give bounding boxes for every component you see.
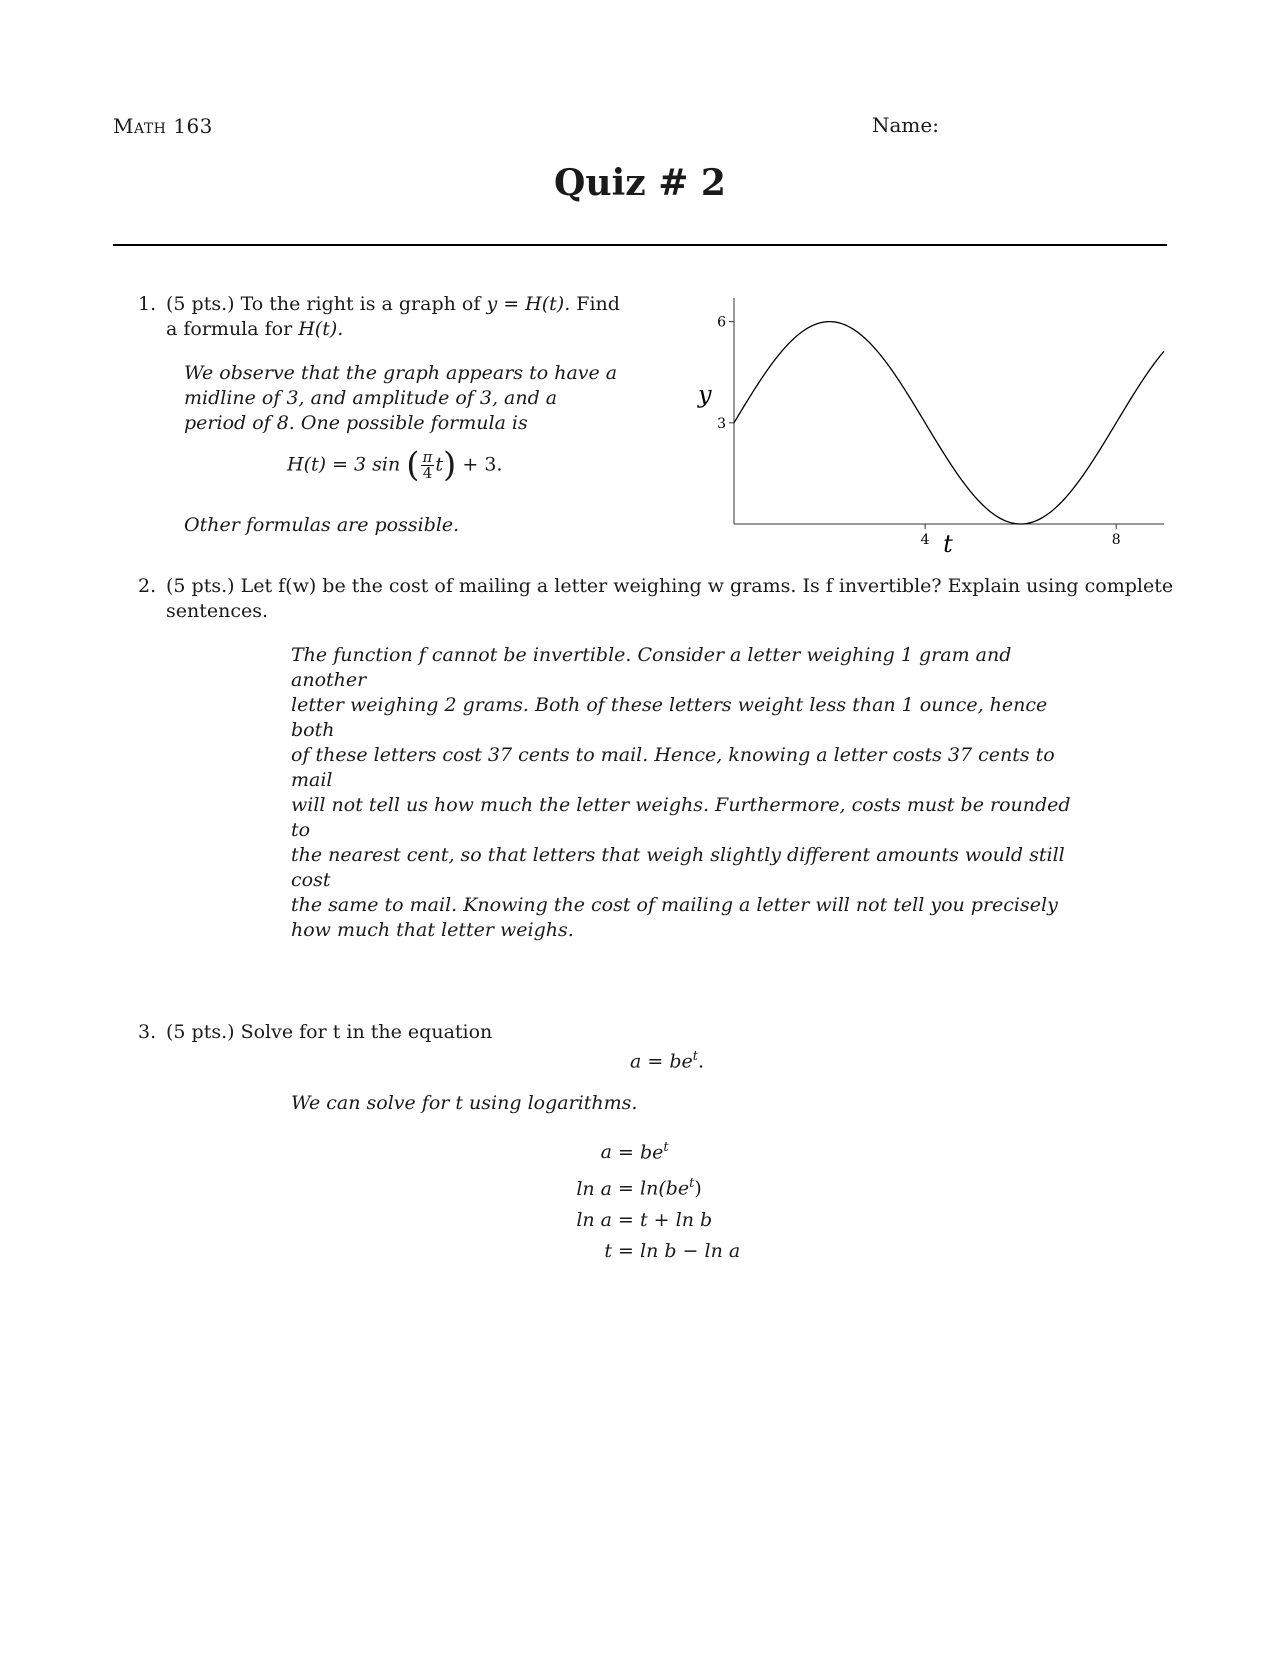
question-2-answer [291, 643, 1071, 943]
equation-exponent: t [692, 1049, 698, 1064]
answer-line: midline of 3, and amplitude of 3, and a [184, 387, 558, 409]
answer-line: We observe that the graph appears to have a [184, 362, 618, 384]
question-2-prompt [138, 574, 1188, 624]
question-1-prompt [138, 292, 658, 342]
fraction-numerator: π [422, 448, 433, 466]
question-1-closing: Other formulas are possible. [184, 514, 460, 536]
question-3-points: (5 pts.) [166, 1021, 235, 1043]
question-1-function: H(t). [298, 318, 344, 340]
step-lhs: ln a [576, 1208, 612, 1231]
step-tail: ) [694, 1177, 702, 1200]
question-1-number: 1. [138, 293, 157, 315]
step-rhs: = ln(be [618, 1177, 690, 1200]
fraction-denominator: 4 [422, 464, 433, 482]
question-1-text-b: Find [576, 293, 620, 315]
equation-lhs: a = be [630, 1050, 693, 1073]
answer-line: will not tell us how much the letter weighs. Furthermore, costs must be rounded to [291, 794, 1071, 841]
y-tick-label: 6 [717, 314, 726, 331]
y-tick-label: 3 [717, 415, 726, 432]
x-tick-label: 4 [920, 532, 930, 548]
question-3-answer-intro: We can solve for t using logarithms. [291, 1092, 638, 1114]
derivation-step [470, 1168, 740, 1204]
derivation-step [470, 1132, 740, 1168]
step-lhs: a [600, 1141, 612, 1164]
answer-line: letter weighing 2 grams. Both of these letters weight less than 1 ounce, hence both [291, 694, 1048, 741]
sine-graph [694, 298, 1170, 560]
question-2-text: Let f(w) be the cost of mailing a letter weighing w grams. Is f invertible? Explain using complete [240, 575, 1174, 597]
formula-rhs: + 3. [462, 453, 503, 476]
y-axis-label: y [698, 380, 712, 409]
question-1-answer [184, 361, 624, 436]
course-label: Math 163 [113, 114, 213, 138]
step-exponent: t [663, 1140, 669, 1155]
question-2-text-cont: sentences. [166, 600, 269, 622]
answer-line: the same to mail. Knowing the cost of mailing a letter will not tell you precisely [291, 894, 1058, 916]
answer-line: how much that letter weighs. [291, 919, 574, 941]
step-exponent: t [689, 1176, 695, 1192]
formula-variable: t [435, 453, 444, 476]
question-2-points: (5 pts.) [166, 575, 235, 597]
question-2-number: 2. [138, 575, 157, 597]
question-3-text: Solve for t in the equation [240, 1021, 493, 1043]
question-1-text-a: To the right is a graph of [240, 293, 481, 315]
step-rhs: = ln b − ln a [618, 1239, 741, 1262]
answer-line: the nearest cent, so that letters that weigh slightly different amounts would still cost [291, 844, 1065, 891]
question-1-equation: y = H(t). [486, 293, 571, 315]
question-1-points: (5 pts.) [166, 293, 235, 315]
x-tick-label: 8 [1111, 532, 1121, 548]
question-3-equation [630, 1044, 704, 1074]
x-axis-label: t [943, 530, 953, 558]
question-3-number: 3. [138, 1021, 157, 1043]
name-label: Name: [872, 113, 939, 137]
question-3-derivation [470, 1132, 740, 1267]
answer-line: of these letters cost 37 cents to mail. Hence, knowing a letter costs 37 cents to mail [291, 744, 1055, 791]
question-3-prompt [138, 1020, 492, 1045]
answer-line: The function f cannot be invertible. Consider a letter weighing 1 gram and another [291, 644, 1012, 691]
step-lhs: t [604, 1239, 612, 1262]
equation-end: . [697, 1050, 705, 1073]
series-line-H [734, 322, 1164, 524]
formula-lhs: H(t) = 3 sin [287, 453, 401, 476]
question-1-formula: H(t) = 3 sin ( $\frac{\pi}{4}$ t) + 3. [287, 445, 503, 485]
quiz-title: Quiz # 2 [554, 162, 726, 204]
answer-line: period of 8. One possible formula is [184, 412, 528, 434]
derivation-step [470, 1236, 740, 1267]
question-1-text-c: a formula for [166, 318, 293, 340]
formula-fraction [421, 450, 435, 481]
derivation-step [470, 1205, 740, 1236]
header-rule [113, 244, 1167, 246]
step-lhs: ln a [576, 1177, 612, 1200]
step-rhs: = be [618, 1141, 664, 1164]
step-rhs: = t + ln b [618, 1208, 713, 1231]
